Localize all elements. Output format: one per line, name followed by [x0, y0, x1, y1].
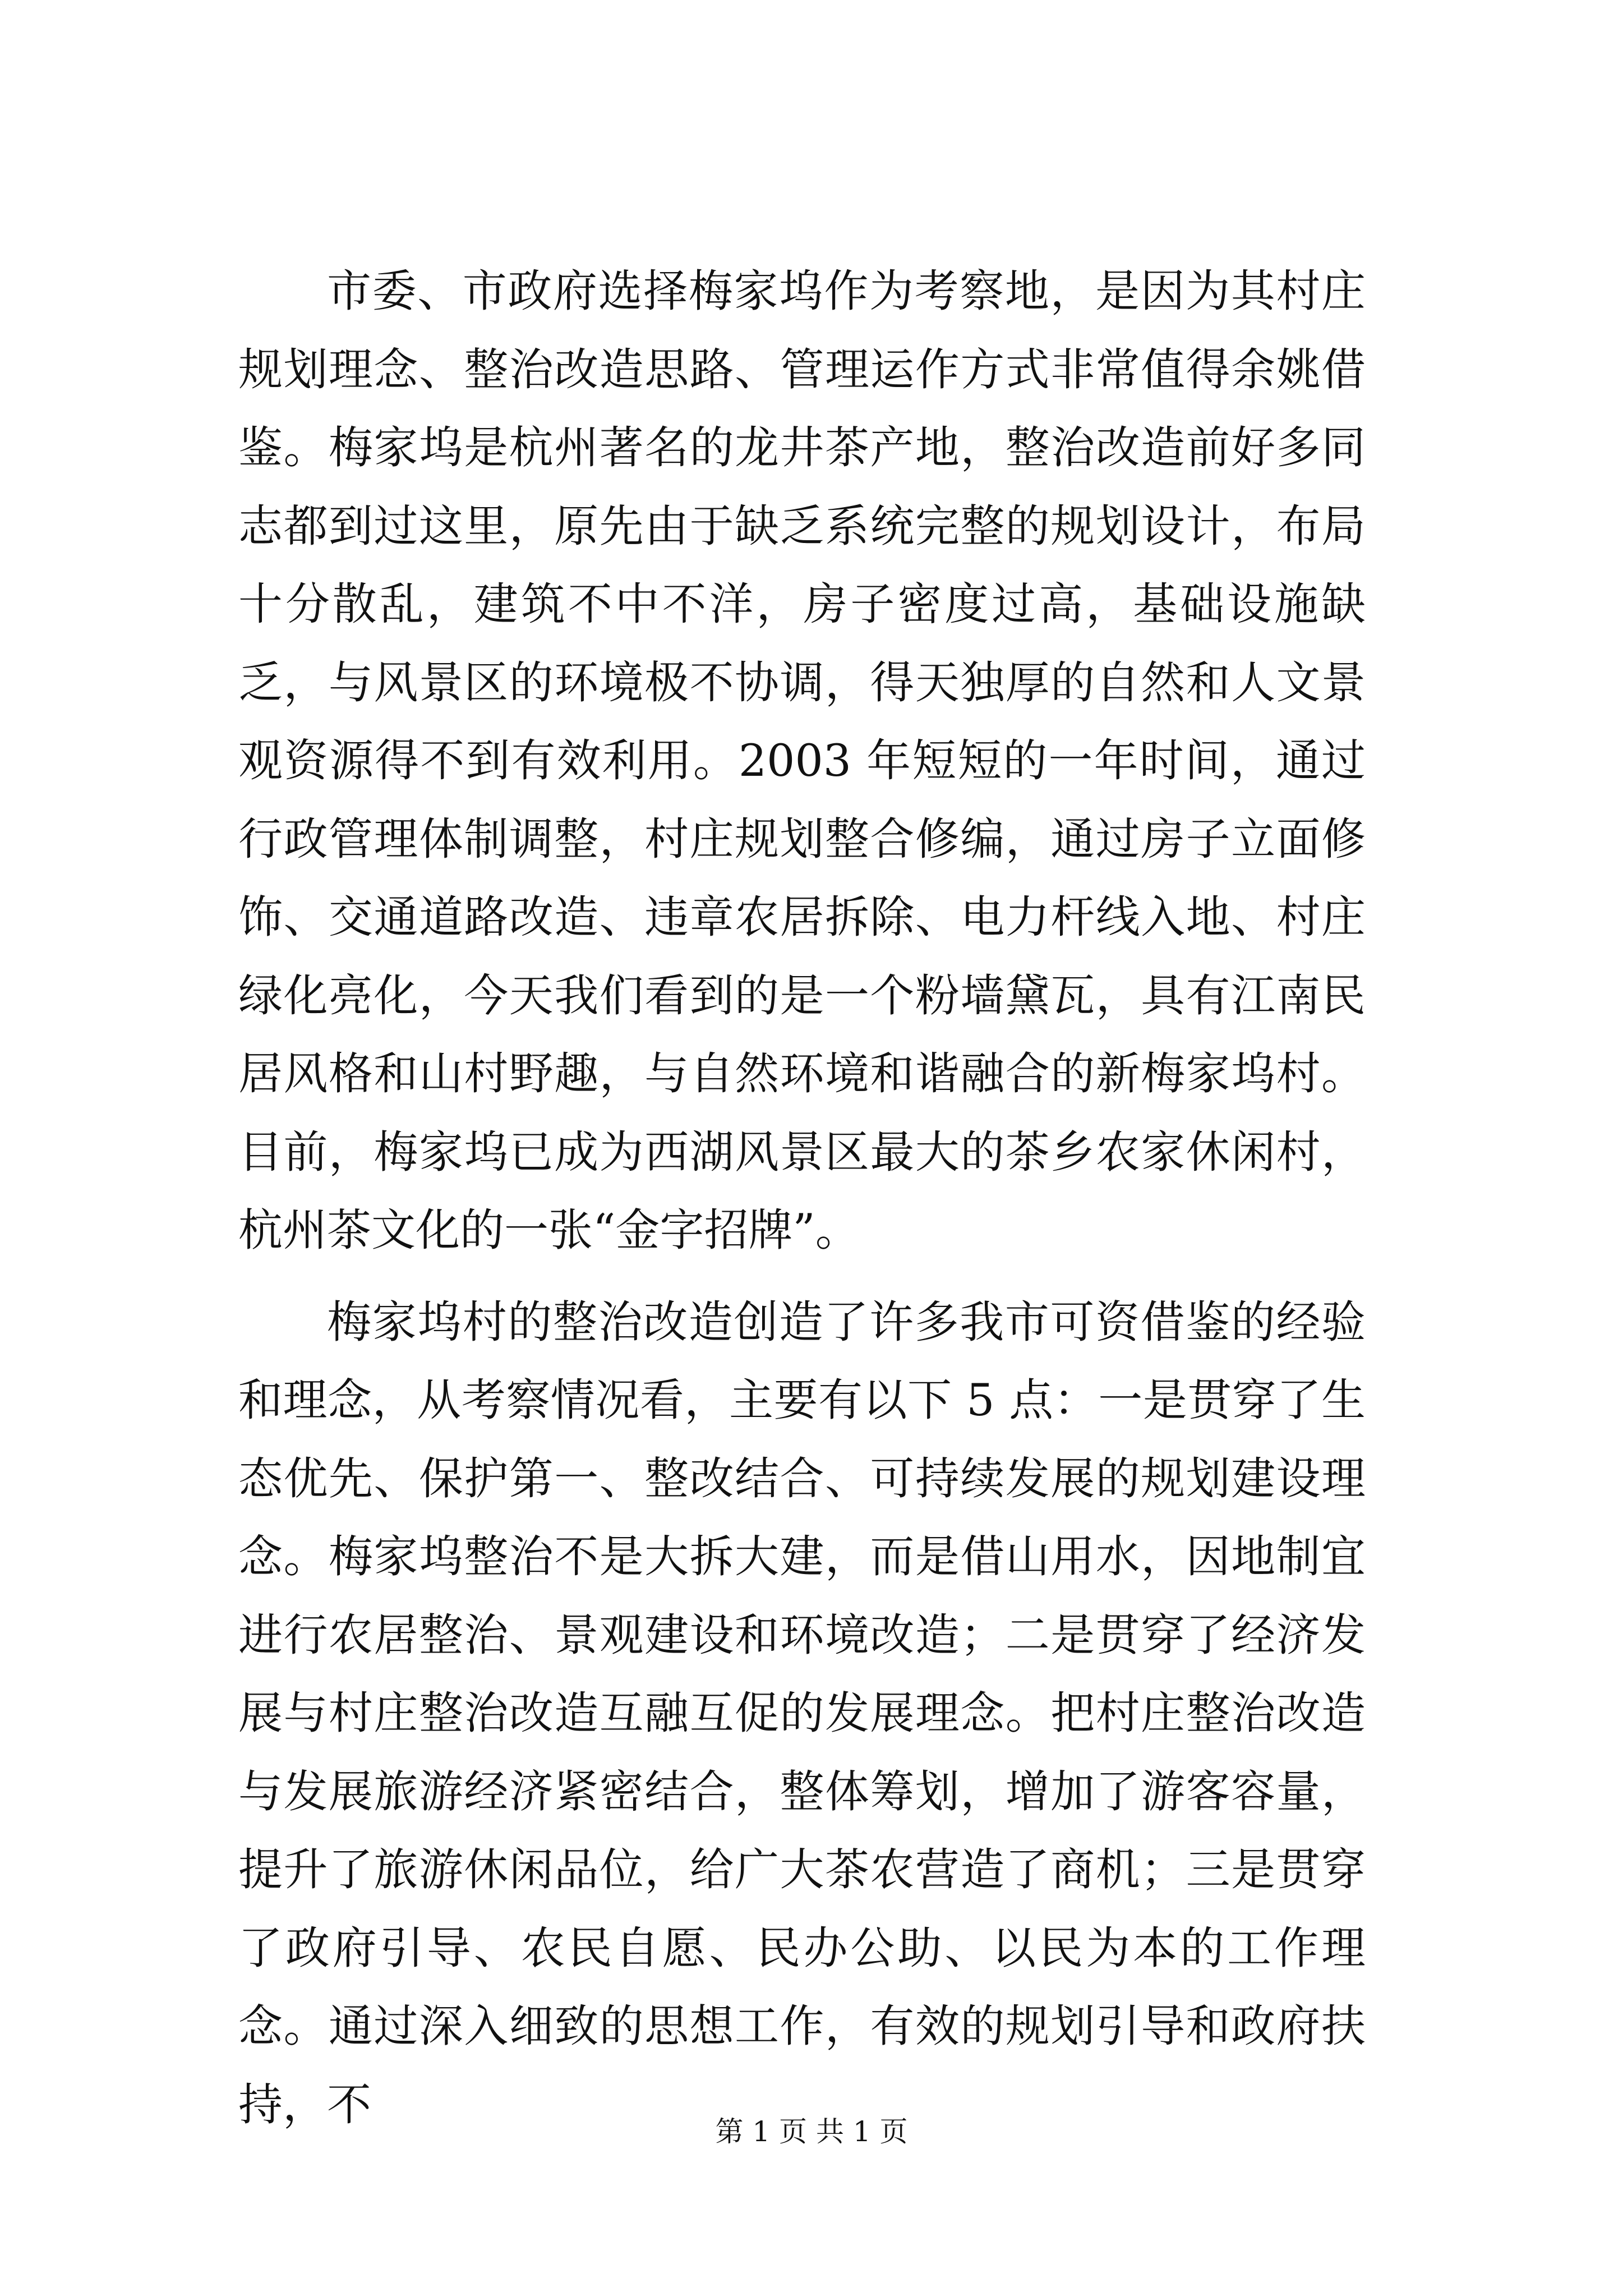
paragraph-1: 市委、市政府选择梅家坞作为考察地，是因为其村庄规划理念、整治改造思路、管理运作方式非常值得余姚借鉴。梅家坞是杭州著名的龙井茶产地，整治改造前好多同志都到过这里，原先由于缺乏系统完整的规划设计，布局十分散乱，建筑不中不洋，房子密度过高，基础设施缺乏，与风景区的环境极不协调，得天独厚的自然和人文景观资源得不到有效利用。2003 年短短的一年时间，通过行政管理体制调整，村庄规划整合修编，通过房子立面修饰、交通道路改造、违章农居拆除、电力杆线入地、村庄绿化亮化，今天我们看到的是一个粉墙黛瓦，具有江南民居风格和山村野趣，与自然环境和谐融合的新梅家坞村。目前，梅家坞已成为西湖风景区最大的茶乡农家休闲村，杭州茶文化的一张“金字招牌”。 — [238, 265, 1366, 1256]
page-footer: 第 1 页 共 1 页 — [715, 2115, 908, 2148]
document-body — [238, 252, 1366, 2157]
paragraph-2: 梅家坞村的整治改造创造了许多我市可资借鉴的经验和理念，从考察情况看，主要有以下 5 点：一是贯穿了生态优先、保护第一、整改结合、可持续发展的规划建设理念。梅家坞整治不是大拆大建，而是借山用水，因地制宜进行农居整治、景观建设和环境改造；二是贯穿了经济发展与村庄整治改造互融互促的发展理念。把村庄整治改造与发展旅游经济紧密结合，整体筹划，增加了游客容量，提升了旅游休闲品位，给广大茶农营造了商机；三是贯穿了政府引导、农民自愿、民办公助、以民为本的工作理念。通过深入细致的思想工作，有效的规划引导和政府扶持，不 — [238, 1296, 1366, 2131]
